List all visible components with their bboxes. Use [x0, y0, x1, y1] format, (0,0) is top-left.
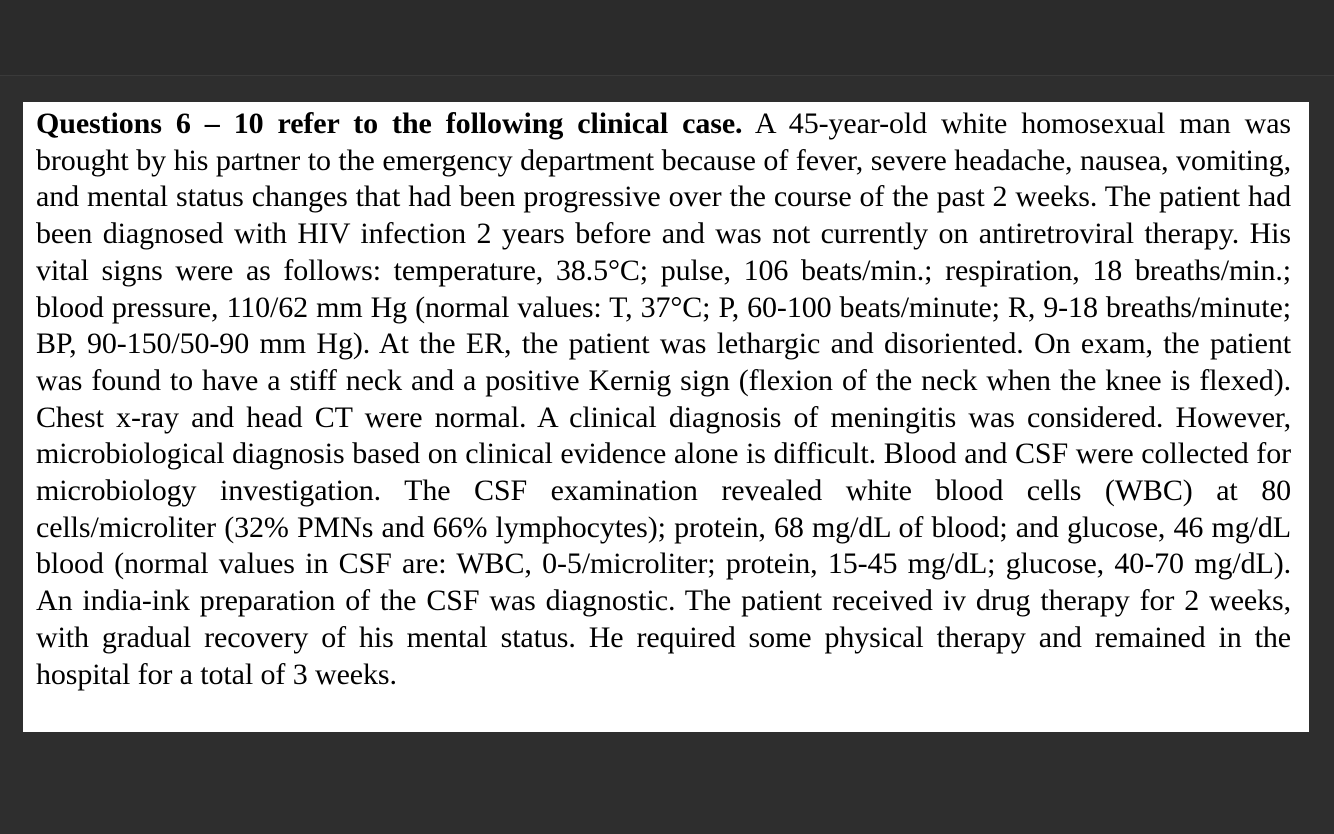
case-body: A 45-year-old white homosexual man was brought by his partner to the emergency department because of fever, severe headache, nausea, vomiting, and mental status changes that had been progressive over the course of the past 2 weeks. The patient had been diagnosed with HIV infection 2 years before and was not currently on antiretroviral therapy. His vital signs were as follows: temperature, 38.5°C; pulse, 106 beats/min.; respiration, 18 breaths/min.; blood pressure, 110/62 mm Hg (normal values: T, 37°C; P, 60-100 beats/minute; R, 9-18 breaths/minute; BP, 90-150/50-90 mm Hg). At the ER, the patient was lethargic and disoriented. On exam, the patient was found to have a stiff neck and a positive Kernig sign (flexion of the neck when the knee is flexed). Chest x-ray and head CT were normal. A clinical diagnosis of meningitis was considered. However, microbiological diagnosis based on clinical evidence alone is difficult. Blood and CSF were collected for microbiology investigation. The CSF examination revealed white blood cells (WBC) at 80 cells/microliter (32% PMNs and 66% lymphocytes); protein, 68 mg/dL of blood; and glucose, 46 mg/dL blood (normal values in CSF are: WBC, 0-5/microliter; protein, 15-45 mg/dL; glucose, 40-70 mg/dL). An india-ink preparation of the CSF was diagnostic. The patient received iv drug therapy for 2 weeks, with gradual recovery of his mental status. He required some physical therapy and remained in the hospital for a total of 3 weeks. — [36, 107, 1291, 691]
top-band — [0, 0, 1334, 76]
clinical-case-paragraph — [36, 106, 1291, 693]
case-heading: Questions 6 – 10 refer to the following clinical case. — [36, 107, 743, 140]
document-page — [23, 102, 1309, 732]
